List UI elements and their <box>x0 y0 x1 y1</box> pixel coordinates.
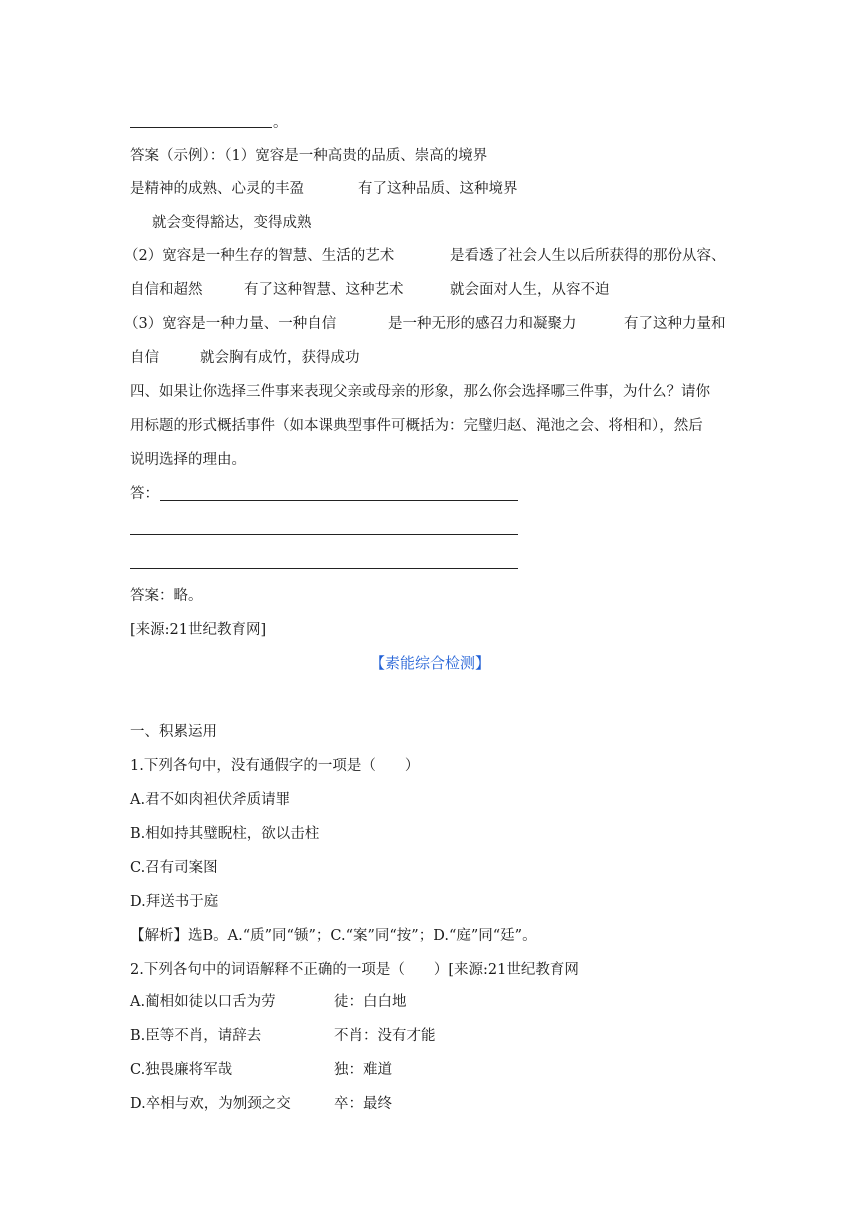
answer-blank-line-2 <box>130 534 518 535</box>
question-2-option-d: D.卒相与欢，为刎颈之交 <box>130 1096 291 1112</box>
answer-blank-line-3 <box>130 568 518 569</box>
answer-label: 答： <box>130 486 159 502</box>
question-2-option-a-gloss: 徒：白白地 <box>334 994 407 1010</box>
answer-example-3d: 自信 <box>130 350 159 366</box>
question-2: 2.下列各句中的词语解释不正确的一项是（ ）[来源:21世纪教育网 <box>130 962 579 978</box>
answer-example-3c: 有了这种力量和 <box>624 316 726 332</box>
question-2-option-b: B.臣等不肖，请辞去 <box>130 1028 262 1044</box>
answer-example-2a: （2）宽容是一种生存的智慧、生活的艺术 <box>124 248 395 264</box>
question-1-option-a: A.君不如肉袒伏斧质请罪 <box>130 792 291 808</box>
question-2-option-b-gloss: 不肖：没有才能 <box>334 1028 436 1044</box>
source-note-1: [来源:21世纪教育网] <box>130 622 267 638</box>
answer-example-3b: 是一种无形的感召力和凝聚力 <box>388 316 577 332</box>
answer-example-1c: 有了这种品质、这种境界 <box>358 181 518 197</box>
question-2-option-d-gloss: 卒：最终 <box>334 1096 392 1112</box>
question-4-answer: 答案：略。 <box>130 588 203 604</box>
top-tail-text: 。 <box>273 115 288 131</box>
question-1-analysis: 【解析】选B。A.“质”同“锧”；C.“案”同“按”；D.“庭”同“廷”。 <box>130 928 537 944</box>
answer-blank-line <box>130 127 272 128</box>
answer-example-1a: 答案（示例）：（1）宽容是一种高贵的品质、崇高的境界 <box>130 148 488 164</box>
answer-example-3a: （3）宽容是一种力量、一种自信 <box>124 316 337 332</box>
question-2-option-a: A.蔺相如徒以口舌为劳 <box>130 994 276 1010</box>
question-1-option-d: D.拜送书于庭 <box>130 894 219 910</box>
part-1-heading: 一、积累运用 <box>130 724 217 740</box>
answer-example-2b: 是看透了社会人生以后所获得的那份从容、 <box>450 248 726 264</box>
answer-example-2d: 有了这种智慧、这种艺术 <box>244 282 404 298</box>
answer-example-2e: 就会面对人生，从容不迫 <box>450 282 610 298</box>
question-4-line-3: 说明选择的理由。 <box>130 452 246 468</box>
question-4-line-2: 用标题的形式概括事件（如本课典型事件可概括为：完璧归赵、渑池之会、将相和），然后 <box>130 418 703 434</box>
answer-example-1b: 是精神的成熟、心灵的丰盈 <box>130 181 304 197</box>
question-1: 1.下列各句中，没有通假字的一项是（ ） <box>130 758 420 774</box>
answer-blank-line-1 <box>160 500 518 501</box>
question-4-line-1: 四、如果让你选择三件事来表现父亲或母亲的形象，那么你会选择哪三件事，为什么？请你 <box>130 384 710 400</box>
answer-example-1d: 就会变得豁达，变得成熟 <box>152 215 312 231</box>
question-2-option-c-gloss: 独：难道 <box>334 1062 392 1078</box>
question-1-option-b: B.相如持其璧睨柱，欲以击柱 <box>130 826 320 842</box>
section-title: 【素能综合检测】 <box>369 654 490 672</box>
question-2-option-c: C.独畏廉将军哉 <box>130 1062 233 1078</box>
answer-example-2c: 自信和超然 <box>130 282 203 298</box>
question-1-option-c: C.召有司案图 <box>130 860 218 876</box>
answer-example-3e: 就会胸有成竹，获得成功 <box>200 350 360 366</box>
